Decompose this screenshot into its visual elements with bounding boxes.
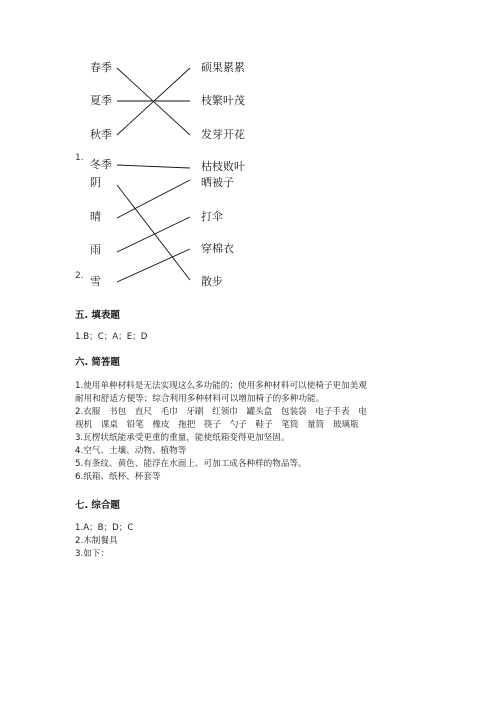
- match-left-word: 雪: [90, 275, 101, 288]
- answer-line: 1.使用单种材料是无法实现这么多功能的；使用多种材料可以使椅子更加美观: [75, 381, 367, 391]
- match-left-word: 冬季: [90, 158, 112, 171]
- match-right-word: 穿棉衣: [201, 242, 234, 255]
- answer-line: 6.纸箱、纸杯、杯套等: [75, 472, 161, 482]
- section-heading: 六. 简答题: [75, 357, 120, 368]
- match-left-word: 夏季: [90, 94, 112, 107]
- match-right-word: 晒被子: [201, 176, 234, 189]
- match-left-word: 晴: [90, 210, 101, 223]
- section-heading: 七. 综合题: [75, 500, 120, 511]
- answer-line: 2.木制餐具: [75, 536, 118, 546]
- answer-line: 视机 课桌 铅笔 橡皮 拖把 筷子 勺子 鞋子 笔筒 量筒 玻璃瓶: [75, 420, 359, 430]
- match-line: [117, 217, 190, 252]
- question-number: 1.: [75, 153, 84, 163]
- answer-line: 4.空气、土壤、动物、植物等: [75, 446, 187, 456]
- match-left-word: 春季: [90, 61, 112, 74]
- section-heading: 五. 填表题: [75, 310, 120, 321]
- answer-line: 1.B；C；A；E；D: [75, 332, 148, 342]
- match-right-word: 散步: [201, 275, 223, 288]
- question-number: 2.: [75, 271, 84, 281]
- answer-line: 耐用和舒适方便等；综合利用多种材料可以增加椅子的多种功能。: [75, 394, 325, 404]
- answer-line: 5.有条纹、黄色、能浮在水面上、可加工成各种样的物品等。: [75, 459, 307, 469]
- answer-line: 3.如下：: [75, 549, 109, 559]
- match-left-word: 阴: [90, 176, 101, 189]
- answer-line: 1.A；B；D；C: [75, 523, 134, 533]
- match-right-word: 枝繁叶茂: [201, 94, 245, 107]
- match-right-word: 发芽开花: [201, 128, 245, 141]
- match-right-word: 打伞: [201, 210, 223, 223]
- match-right-word: 枯枝败叶: [201, 160, 245, 173]
- answer-line: 2.衣服 书包 直尺 毛巾 牙刷 红领巾 罐头盒 包装袋 电子手表 电: [75, 407, 367, 417]
- match-left-word: 秋季: [90, 128, 112, 141]
- match-line: [117, 165, 190, 168]
- answer-line: 3.瓦楞状纸能承受更重的重量，能使纸箱变得更加坚固。: [75, 433, 290, 443]
- match-left-word: 雨: [90, 243, 101, 256]
- match-right-word: 硕果累累: [201, 61, 245, 74]
